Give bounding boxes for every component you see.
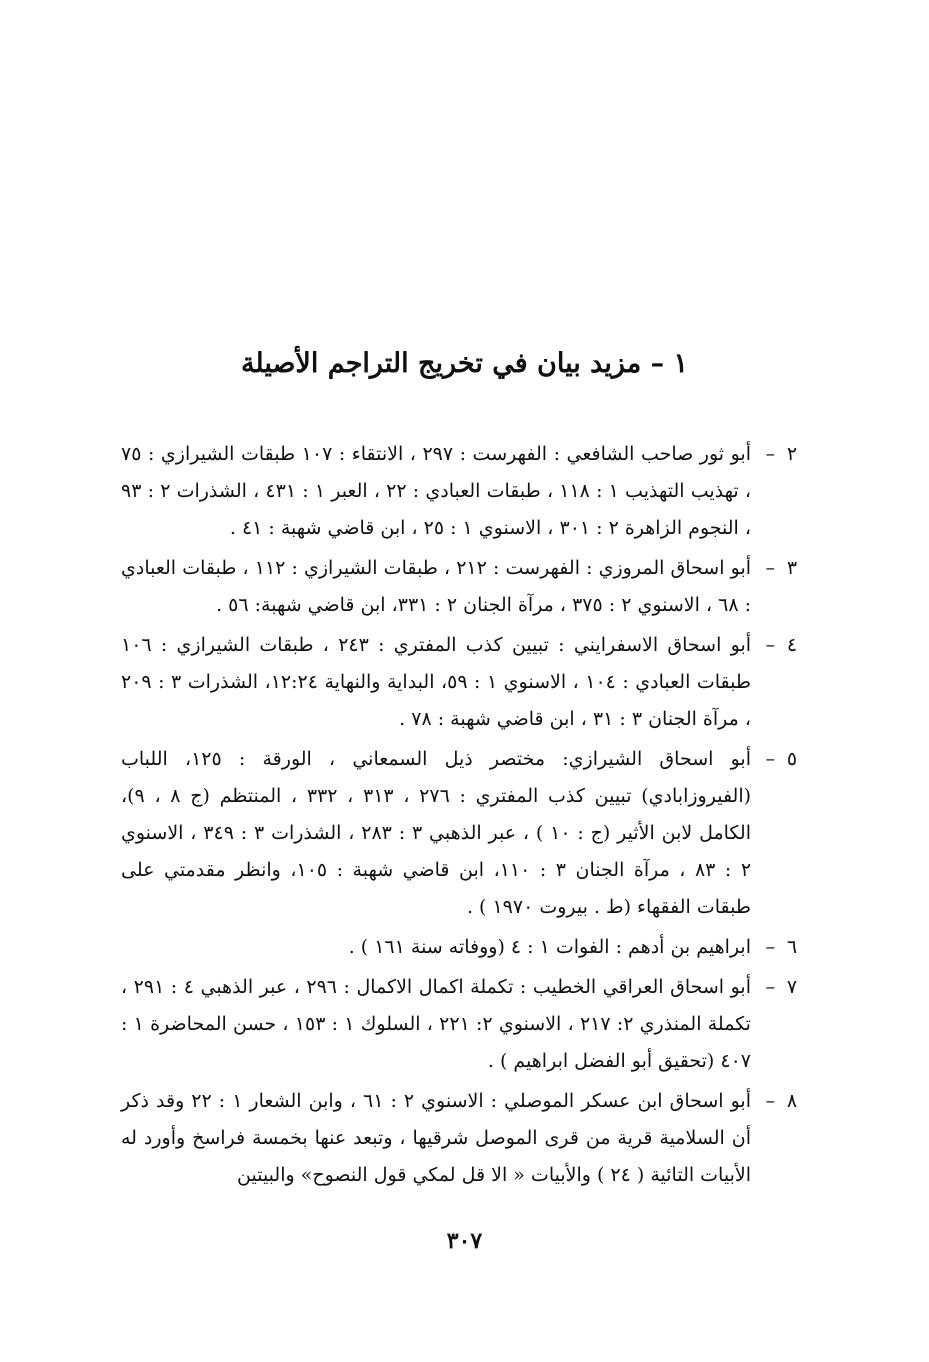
entry-number: ٥ <box>786 748 798 770</box>
entry-dash: – <box>765 976 775 998</box>
entry-text: أبو اسحاق العراقي الخطيب : تكملة اكمال الاكمال : ٢٩٦ ، عبر الذهبي ٤ : ٢٩١ ، تكملة المنذري ٢: ٢١٧ ، الاسنوي ٢: ٢٢١ ، السلوك ١ : ١٥٣ ، حسن المحاضرة ١ : ٤٠٧ (تحقيق أبو الفضل ابراهيم ) . <box>121 976 751 1072</box>
entry-5 <box>121 741 801 926</box>
entry-number: ٣ <box>786 557 798 579</box>
entry-number: ٤ <box>786 634 798 656</box>
entry-dash: – <box>765 634 775 656</box>
entry-8 <box>121 1083 801 1194</box>
entry-text: أبو اسحاق ابن عسكر الموصلي : الاسنوي ٢ : ٦١ ، وابن الشعار ١ : ٢٢ وقد ذكر أن السلامية قرية من قرى الموصل شرقيها ، وتبعد عنها بخمسة فراسخ وأورد له الأبيات التائية ( ٢٤ ) والأبيات « الا قل لمكي قول النصوح» والبيتين <box>121 1090 751 1186</box>
entry-6 <box>121 929 801 966</box>
entry-text: أبو اسحاق الشيرازي: مختصر ذيل السمعاني ، الورقة : ١٢٥، اللباب (الفيروزابادي) تبيين كذب المفتري : ٢٧٦ ، ٣١٣ ، ٣٣٢ ، المنتظم (ج ٨ ، ٩)، الكامل لابن الأثير (ج : ١٠ ) ، عبر الذهبي ٣ : ٢٨٣ ، الشذرات ٣ : ٣٤٩ ، الاسنوي ٢ : ٨٣ ، مرآة الجنان ٣ : ١١٠، ابن قاضي شهبة : ١٠٥، وانظر مقدمتي على طبقات الفقهاء (ط . بيروت ١٩٧٠ ) . <box>121 748 752 918</box>
entry-text: ابراهيم بن أدهم : الفوات ١ : ٤ (ووفاته سنة ١٦١ ) . <box>348 936 751 958</box>
entry-dash: – <box>765 557 775 579</box>
entry-dash: – <box>765 443 775 465</box>
entry-number: ٢ <box>786 443 798 465</box>
page-number: ٣٠٧ <box>446 1228 483 1254</box>
entry-dash: – <box>765 1090 775 1112</box>
entry-dash: – <box>765 936 775 958</box>
entry-dash: – <box>765 748 775 770</box>
entry-text: أبو ثور صاحب الشافعي : الفهرست : ٢٩٧ ، الانتقاء : ١٠٧ طبقات الشيرازي : ٧٥ ، تهذيب التهذيب ١ : ١١٨ ، طبقات العبادي : ٢٢ ، العبر ١ : ٤٣١ ، الشذرات ٢ : ٩٣ ، النجوم الزاهرة ٢ : ٣٠١ ، الاسنوي ١ : ٢٥ ، ابن قاضي شهبة : ٤١ . <box>121 443 751 539</box>
entry-7 <box>121 969 801 1080</box>
entry-number: ٦ <box>786 936 798 958</box>
entries-list <box>121 436 801 1197</box>
entry-2 <box>121 436 801 547</box>
entry-3 <box>121 550 801 624</box>
section-title: ١ – مزيد بيان في تخريج التراجم الأصيلة <box>240 348 689 379</box>
entry-number: ٧ <box>786 976 798 998</box>
entry-4 <box>121 627 801 738</box>
entry-text: أبو اسحاق الاسفرايني : تبيين كذب المفتري : ٢٤٣ ، طبقات الشيرازي : ١٠٦ طبقات العبادي : ١٠٤ ، الاسنوي ١ : ٥٩، البداية والنهاية ١٢:٢٤، الشذرات ٣ : ٢٠٩ ، مرآة الجنان ٣ : ٣١ ، ابن قاضي شهبة : ٧٨ . <box>121 634 752 730</box>
entry-text: أبو اسحاق المروزي : الفهرست : ٢١٢ ، طبقات الشيرازي : ١١٢ ، طبقات العبادي : ٦٨ ، الاسنوي ٢ : ٣٧٥ ، مرآة الجنان ٢ : ٣٣١، ابن قاضي شهبة: ٥٦ . <box>121 557 752 616</box>
entry-number: ٨ <box>786 1090 798 1112</box>
